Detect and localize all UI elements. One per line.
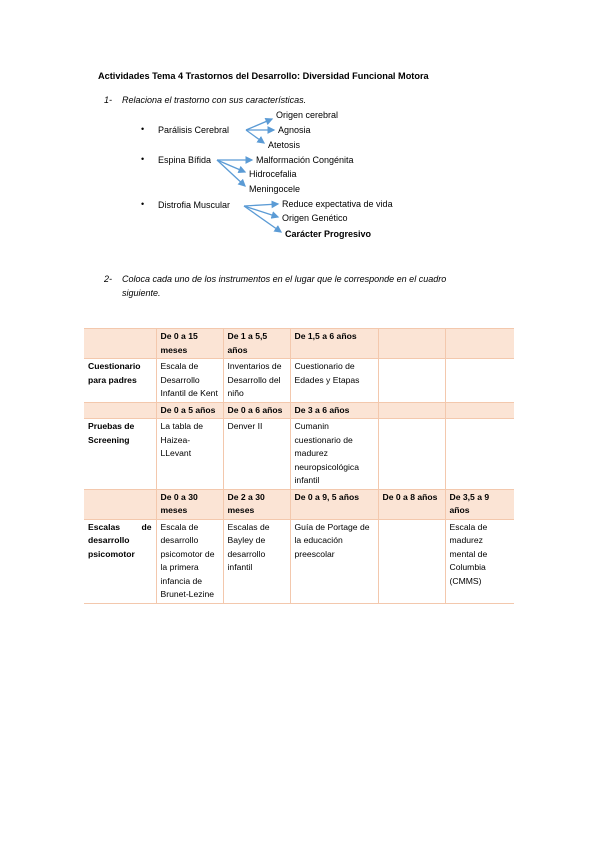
- characteristic: Hidrocefalia: [249, 169, 297, 179]
- bullet-icon: •: [141, 199, 145, 209]
- question-1-text: Relaciona el trastorno con sus características.: [122, 95, 307, 105]
- characteristic: Malformación Congénita: [256, 155, 354, 165]
- characteristic: Reduce expectativa de vida: [282, 199, 393, 209]
- table-cell: [445, 329, 514, 359]
- table-cell: Cumanin cuestionario de madurez neuropsicológica infantil: [290, 419, 378, 490]
- table-cell: [378, 419, 445, 490]
- table-cell: De 0 a 6 años: [223, 402, 290, 419]
- characteristic: Meningocele: [249, 184, 301, 194]
- row-header: Escalas de desarrollo psicomotor: [84, 519, 156, 603]
- question-2-text: Coloca cada uno de los instrumentos en el lugar que le corresponde en el cuadro: [122, 274, 447, 284]
- table-cell: De 0 a 8 años: [378, 489, 445, 519]
- table-cell: Cuestionario de Edades y Etapas: [290, 359, 378, 403]
- characteristic: Origen Genético: [282, 213, 348, 223]
- table-cell: [84, 402, 156, 419]
- bullet-icon: •: [141, 154, 145, 164]
- document-title: Actividades Tema 4 Trastornos del Desarrollo: Diversidad Funcional Motora: [98, 71, 429, 81]
- table-cell: [378, 329, 445, 359]
- table-cell: De 1 a 5,5 años: [223, 329, 290, 359]
- instrument-row: [84, 519, 514, 603]
- table-cell: [378, 359, 445, 403]
- age-range-row: [84, 402, 514, 419]
- table-cell: Denver II: [223, 419, 290, 490]
- table-cell: De 0 a 5 años: [156, 402, 223, 419]
- table-cell: De 0 a 9, 5 años: [290, 489, 378, 519]
- age-range-row: [84, 329, 514, 359]
- question-1-number: 1-: [104, 95, 113, 105]
- characteristic: Atetosis: [268, 140, 301, 150]
- question-2-number: 2-: [104, 274, 113, 284]
- table-cell: De 3 a 6 años: [290, 402, 378, 419]
- arrow-icon: [244, 206, 278, 217]
- table-cell: De 3,5 a 9 años: [445, 489, 514, 519]
- table-cell: La tabla de Haizea-LLevant: [156, 419, 223, 490]
- table-cell: De 1,5 a 6 años: [290, 329, 378, 359]
- arrow-icon: [244, 206, 281, 232]
- table-cell: [445, 419, 514, 490]
- disorder-name: Distrofia Muscular: [158, 200, 231, 210]
- arrow-icon: [246, 130, 264, 143]
- instrument-row: [84, 359, 514, 403]
- table-cell: De 0 a 30 meses: [156, 489, 223, 519]
- table-cell: Guía de Portage de la educación preescolar: [290, 519, 378, 603]
- disorder-name: Espina Bífida: [158, 155, 212, 165]
- instrument-row: [84, 419, 514, 490]
- arrow-icon: [244, 204, 278, 206]
- table-cell: Inventarios de Desarrollo del niño: [223, 359, 290, 403]
- table-cell: De 0 a 15 meses: [156, 329, 223, 359]
- arrow-icon: [246, 119, 272, 130]
- arrow-icon: [217, 160, 245, 186]
- instruments-table: [84, 328, 514, 604]
- disorder-name: Parálisis Cerebral: [158, 125, 230, 135]
- table-cell: Escala de madurez mental de Columbia (CMMS): [445, 519, 514, 603]
- table-cell: De 2 a 30 meses: [223, 489, 290, 519]
- table-cell: [84, 329, 156, 359]
- table-cell: [378, 402, 445, 419]
- table-cell: [445, 402, 514, 419]
- table-cell: [445, 359, 514, 403]
- age-range-row: [84, 489, 514, 519]
- table-cell: Escala de desarrollo psicomotor de la primera infancia de Brunet-Lezine: [156, 519, 223, 603]
- table-cell: Escala de Desarrollo Infantil de Kent: [156, 359, 223, 403]
- question-2-text-continued: siguiente.: [122, 288, 161, 298]
- row-header: Cuestionario para padres: [84, 359, 156, 403]
- table-cell: [378, 519, 445, 603]
- characteristic: Agnosia: [278, 125, 311, 135]
- bullet-icon: •: [141, 124, 145, 134]
- characteristic: Carácter Progresivo: [285, 229, 372, 239]
- row-header: Pruebas de Screening: [84, 419, 156, 490]
- table-cell: [84, 489, 156, 519]
- arrow-icon: [217, 160, 245, 172]
- characteristic: Origen cerebral: [276, 110, 339, 120]
- table-cell: Escalas de Bayley de desarrollo infantil: [223, 519, 290, 603]
